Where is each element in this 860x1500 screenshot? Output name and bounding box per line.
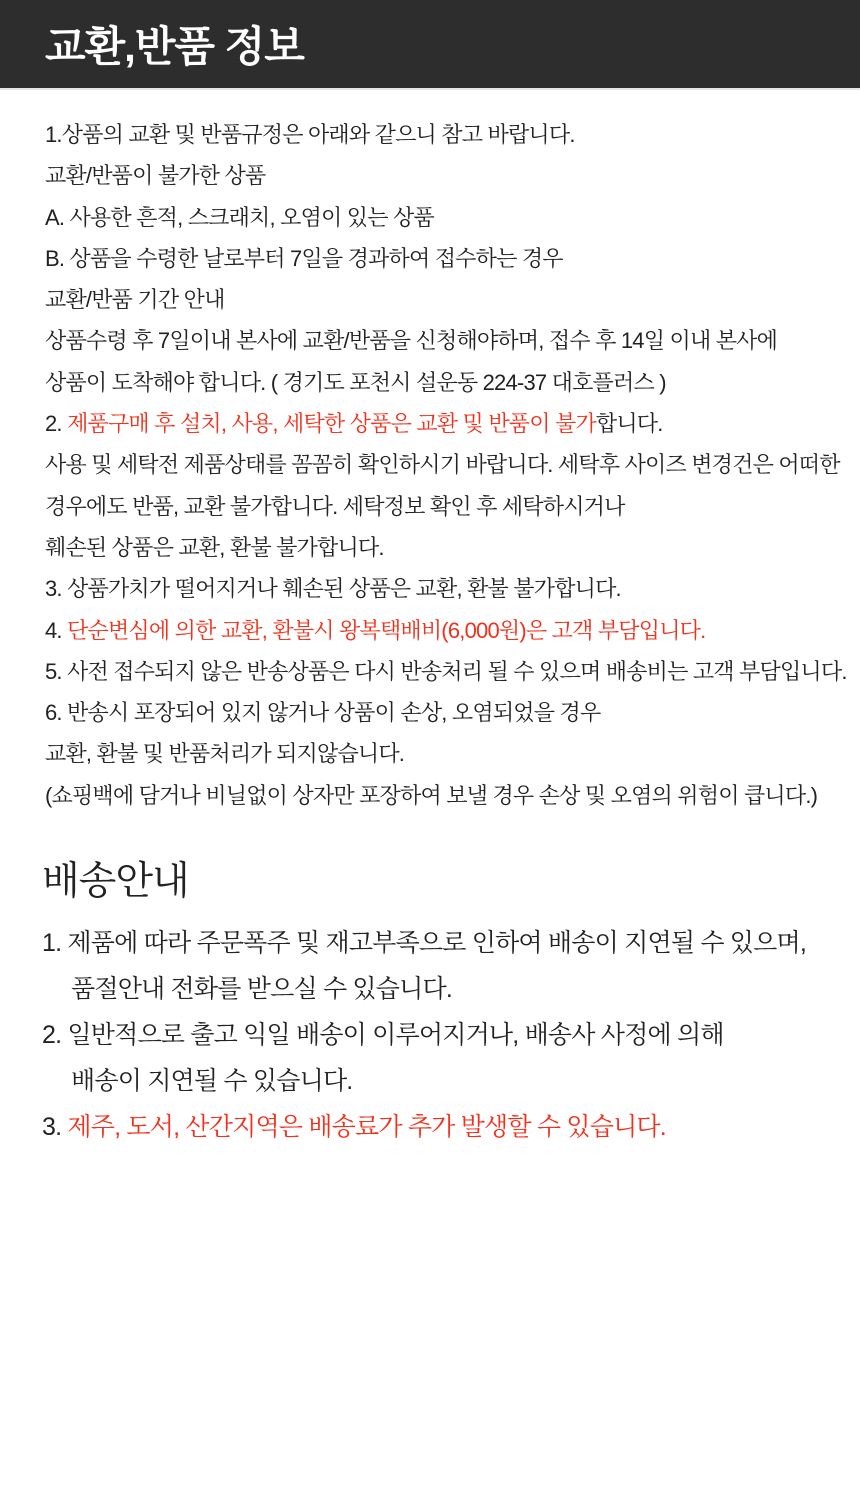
policy-line bbox=[45, 403, 847, 444]
policy-line bbox=[45, 444, 847, 485]
policy-line bbox=[42, 1104, 806, 1150]
line-text: (쇼핑백에 담거나 비닐없이 상자만 포장하여 보낼 경우 손상 및 오염의 위험이 큽니다.) bbox=[45, 782, 818, 808]
policy-line bbox=[45, 197, 847, 238]
highlighted-text: 단순변심에 의한 교환, 환불시 왕복택배비(6,000원)은 고객 부담입니다. bbox=[67, 617, 706, 643]
line-text: 2. 일반적으로 출고 익일 배송이 이루어지거나, 배송사 사정에 의해 bbox=[42, 1021, 724, 1049]
line-text: 배송이 지연될 수 있습니다. bbox=[71, 1067, 353, 1095]
line-text: 사용 및 세탁전 제품상태를 꼼꼼히 확인하시기 바랍니다. 세탁후 사이즈 변경건은 어떠한 bbox=[45, 452, 840, 478]
policy-line bbox=[45, 486, 847, 527]
delivery-info bbox=[42, 920, 806, 1150]
policy-line bbox=[45, 362, 847, 403]
policy-line bbox=[42, 1012, 806, 1058]
line-text: 1. 제품에 따라 주문폭주 및 재고부족으로 인하여 배송이 지연될 수 있으며, bbox=[42, 929, 807, 957]
line-text: 품절안내 전화를 받으실 수 있습니다. bbox=[71, 975, 452, 1003]
policy-line bbox=[45, 692, 847, 733]
page-title: 교환,반품 정보 bbox=[45, 23, 304, 70]
line-text: A. 사용한 흔적, 스크래치, 오염이 있는 상품 bbox=[45, 204, 434, 230]
delivery-title: 배송안내 bbox=[42, 860, 189, 903]
line-text: 상품이 도착해야 합니다. ( 경기도 포천시 설운동 224-37 대호플러스 ) bbox=[45, 369, 666, 395]
policy-line bbox=[45, 114, 847, 155]
line-text: B. 상품을 수령한 날로부터 7일을 경과하여 접수하는 경우 bbox=[45, 245, 563, 271]
highlighted-text: 제품구매 후 설치, 사용, 세탁한 상품은 교환 및 반품이 불가 bbox=[67, 411, 596, 437]
policy-line bbox=[42, 1058, 806, 1104]
policy-line bbox=[42, 966, 806, 1012]
policy-line bbox=[45, 610, 847, 651]
line-text: 6. 반송시 포장되어 있지 않거나 상품이 손상, 오염되었을 경우 bbox=[45, 700, 601, 726]
line-text: 3. 상품가치가 떨어지거나 훼손된 상품은 교환, 환불 불가합니다. bbox=[45, 576, 621, 602]
line-text: 교환/반품이 불가한 상품 bbox=[45, 163, 266, 189]
line-text: 상품수령 후 7일이내 본사에 교환/반품을 신청해야하며, 접수 후 14일 이내 본사에 bbox=[45, 328, 778, 354]
policy-line bbox=[45, 155, 847, 196]
policy-line bbox=[45, 651, 847, 692]
policy-line bbox=[45, 527, 847, 568]
line-text: 2. bbox=[45, 411, 68, 437]
policy-line bbox=[45, 279, 847, 320]
exchange-return-policy bbox=[45, 114, 847, 816]
policy-line bbox=[42, 920, 806, 966]
line-text: 교환/반품 기간 안내 bbox=[45, 287, 225, 313]
policy-line bbox=[45, 733, 847, 774]
line-text: 교환, 환불 및 반품처리가 되지않습니다. bbox=[45, 741, 405, 767]
policy-line bbox=[45, 238, 847, 279]
line-text: 1.상품의 교환 및 반품규정은 아래와 같으니 참고 바랍니다. bbox=[45, 122, 575, 147]
line-text: 3. bbox=[42, 1113, 68, 1141]
section-header bbox=[0, 0, 860, 90]
highlighted-text: 제주, 도서, 산간지역은 배송료가 추가 발생할 수 있습니다. bbox=[67, 1113, 666, 1141]
line-text: 5. 사전 접수되지 않은 반송상품은 다시 반송처리 될 수 있으며 배송비는 고객 부담입니다. bbox=[45, 658, 847, 684]
policy-line bbox=[45, 775, 847, 816]
policy-line bbox=[45, 320, 847, 361]
line-text: 훼손된 상품은 교환, 환불 불가합니다. bbox=[45, 534, 384, 560]
line-text: 합니다. bbox=[595, 411, 663, 437]
line-text: 경우에도 반품, 교환 불가합니다. 세탁정보 확인 후 세탁하시거나 bbox=[45, 493, 625, 519]
policy-line bbox=[45, 568, 847, 609]
line-text: 4. bbox=[45, 617, 68, 643]
